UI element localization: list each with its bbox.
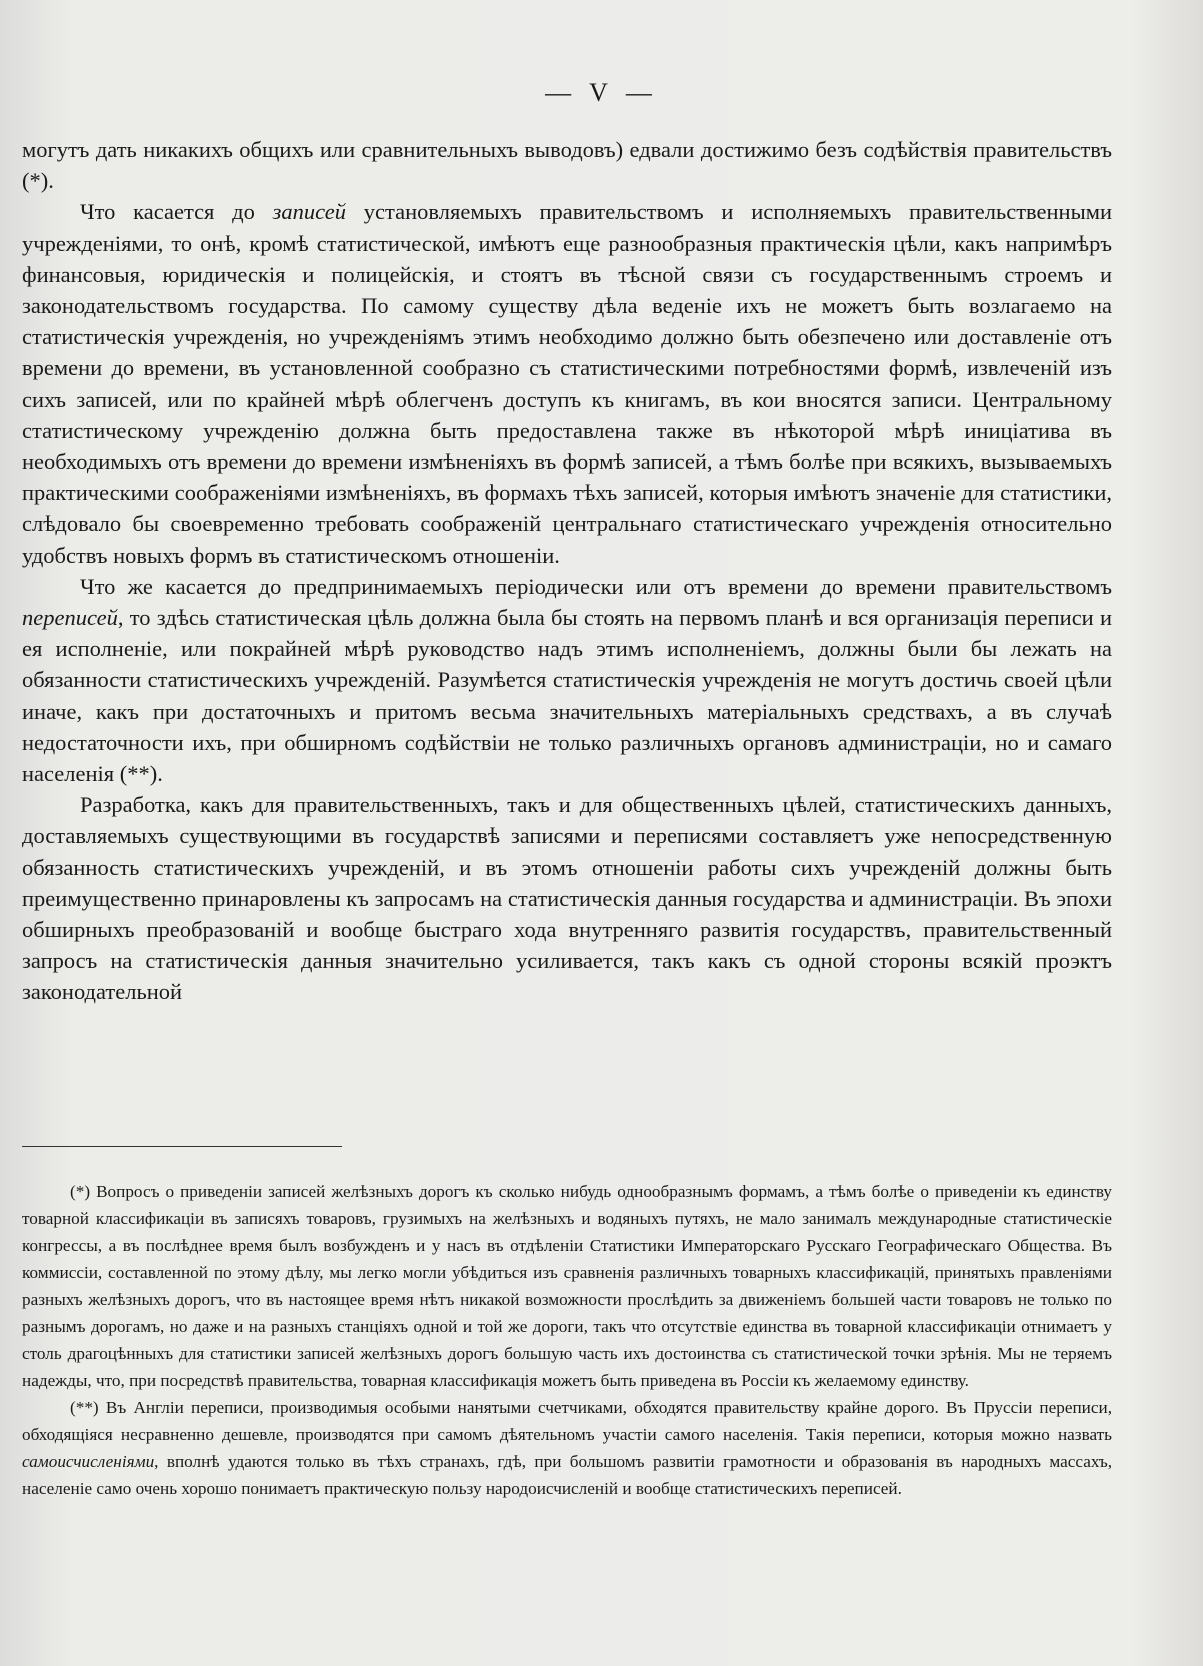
footnote-divider	[22, 1146, 342, 1147]
paragraph-1	[22, 134, 1112, 196]
paragraph-text: , то здѣсь статистическая цѣль должна была бы стоять на первомъ планѣ и вся организація переписи и ея исполненіе, или покрайней мѣрѣ руководство надъ этимъ исполненіемъ, должны были бы лежать на обязанности статистическихъ учрежденій. Разумѣется статистическія учрежденія не могутъ достичь своей цѣли иначе, какъ при достаточныхъ и притомъ весьма значительныхъ матеріальныхъ средствахъ, а въ случаѣ недостаточности ихъ, при обширномъ содѣйствіи не только различныхъ органовъ администраціи, но и самаго населенія (**).	[22, 605, 1112, 787]
paragraph-4	[22, 789, 1112, 1007]
paragraph-text: Что касается до	[80, 199, 273, 225]
paragraph-text: Что же касается до предпринимаемыхъ періодически или отъ времени до времени правительствомъ	[80, 573, 1112, 599]
footnote-text: , вполнѣ удаются только въ тѣхъ странахъ, гдѣ, при большомъ развитіи грамотности и образованія въ народныхъ массахъ, населеніе само очень хорошо понимаетъ практическую пользу народоисчисленій и вообще статистическихъ переписей.	[22, 1452, 1112, 1498]
footnotes	[22, 1178, 1112, 1502]
emphasized-term: самоисчисленіями	[22, 1452, 155, 1471]
page-number: — V —	[545, 78, 658, 107]
emphasized-term: записей	[272, 199, 347, 225]
paragraph-3	[22, 571, 1112, 789]
footnote-1	[22, 1178, 1112, 1394]
paragraph-2	[22, 196, 1112, 570]
emphasized-term: переписей	[22, 605, 118, 631]
footnote-2	[22, 1394, 1112, 1502]
footnote-text: (*) Вопросъ о приведеніи записей желѣзныхъ дорогъ къ сколько нибудь однообразнымъ формамъ, а тѣмъ болѣе о приведеніи къ единству товарной классификаціи въ записяхъ товаровъ, грузимыхъ на желѣзныхъ и водяныхъ путяхъ, не мало занималъ международные статистическіе конгрессы, а въ послѣднее время былъ возбужденъ и у насъ въ отдѣленіи Статистики Императорскаго Русскаго Географическаго Общества. Въ коммиссіи, составленной по этому дѣлу, мы легко могли убѣдиться изъ сравненія различныхъ товарныхъ классификацій, принятыхъ правленіями разныхъ желѣзныхъ дорогъ, что въ настоящее время нѣтъ никакой возможности прослѣдить за движеніемъ большей части товаровъ не только по разнымъ дорогамъ, но даже и на разныхъ станціяхъ одной и той же дороги, такъ что отсутствіе единства въ товарной классификаціи отнимаетъ у столь драгоцѣнныхъ для статистики записей желѣзныхъ дорогъ большую часть ихъ достоинства съ статистической точки зрѣнія. Мы не теряемъ надежды, что, при посредствѣ правительства, товарная классификація можетъ быть приведена въ Россіи къ желаемому единству.	[22, 1182, 1112, 1390]
paragraph-text: могутъ дать никакихъ общихъ или сравнительныхъ выводовъ) едвали достижимо безъ содѣйствія правительствъ (*).	[22, 137, 1112, 194]
paragraph-text: установляемыхъ правительствомъ и исполняемыхъ правительственными учрежденіями, то онѣ, кромѣ статистической, имѣютъ еще разнообразныя практическія цѣли, какъ напримѣръ финансовыя, юридическія и полицейскія, и стоятъ въ тѣсной связи съ государственнымъ строемъ и законодательствомъ государства. По самому существу дѣла веденіе ихъ не можетъ быть возлагаемо на статистическія учрежденія, но учрежденіямъ этимъ необходимо должно быть обезпечено или доставленіе отъ времени до времени, въ установленной сообразно съ статистическими потребностями формѣ, извлеченій изъ сихъ записей, или по крайней мѣрѣ облегченъ доступъ къ книгамъ, въ кои вносятся записи. Центральному статистическому учрежденію должна быть предоставлена также въ нѣкоторой мѣрѣ иниціатива въ необходимыхъ отъ времени до времени измѣненіяхъ въ формѣ записей, а тѣмъ болѣе при всякихъ, вызываемыхъ практическими соображеніями измѣненіяхъ, въ формахъ тѣхъ записей, которыя имѣютъ значеніе для статистики, слѣдовало бы своевременно требовать соображеній центральнаго статистическаго учрежденія относительно удобствъ новыхъ формъ въ статистическомъ отношеніи.	[22, 199, 1112, 568]
main-text	[22, 134, 1112, 1008]
paragraph-text: Разработка, какъ для правительственныхъ, такъ и для общественныхъ цѣлей, статистическихъ данныхъ, доставляемыхъ существующими въ государствѣ записями и переписями составляетъ уже непосредственную обязанность статистическихъ учрежденій, и въ этомъ отношеніи работы сихъ учрежденій должны быть преимущественно принаровлены къ запросамъ на статистическія данныя государства и администраціи. Въ эпохи обширныхъ преобразованій и вообще быстраго хода внутренняго развитія государствъ, правительственный запросъ на статистическія данныя значительно усиливается, такъ какъ съ одной стороны всякій проэктъ законодательной	[22, 792, 1112, 1005]
footnote-text: (**) Въ Англіи переписи, производимыя особыми нанятыми счетчиками, обходятся правительству крайне дорого. Въ Пруссіи переписи, обходящіяся несравненно дешевле, производятся при самомъ дѣятельномъ участіи самого населенія. Такія переписи, которыя можно назвать	[22, 1398, 1112, 1444]
